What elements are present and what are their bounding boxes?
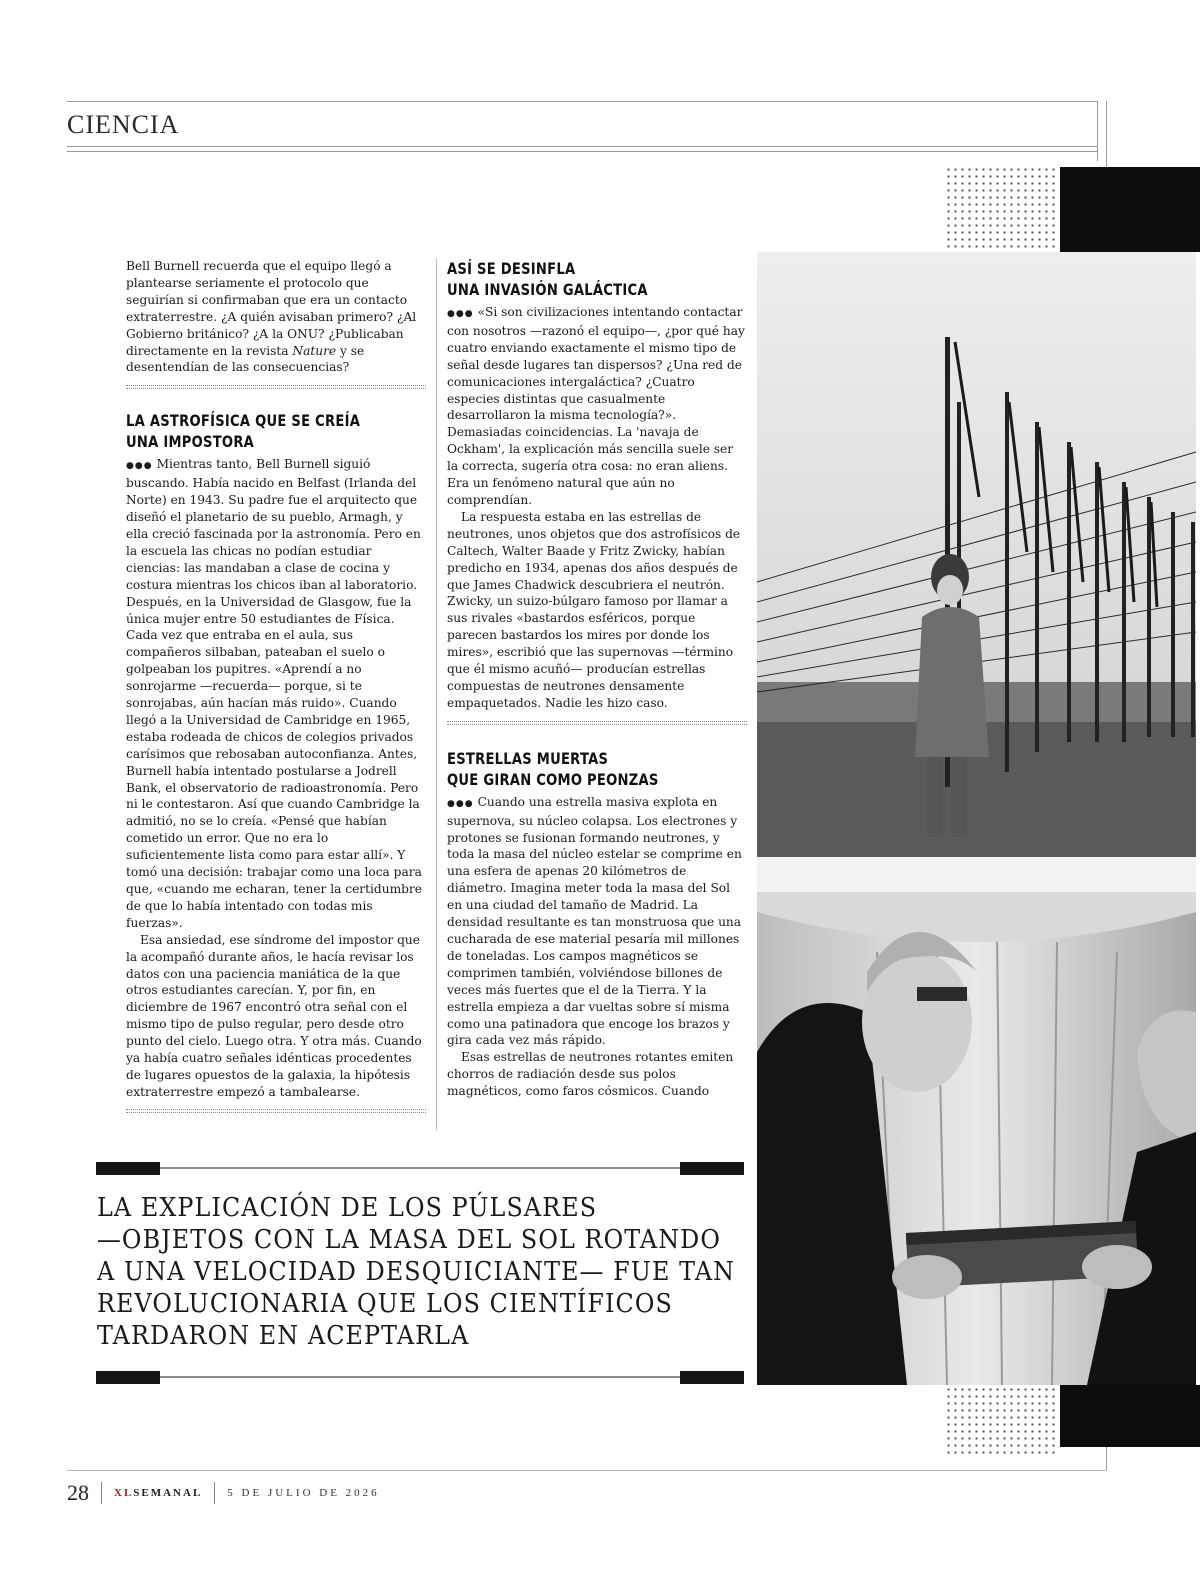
brand-semanal: SEMANAL [133, 1487, 203, 1499]
page-footer [67, 1480, 380, 1506]
section-title: CIENCIA [67, 110, 180, 139]
pullquote-rule-bottom [160, 1376, 680, 1378]
bullet-dots: ●●● [447, 309, 474, 319]
subhead-peonzas-line-2: QUE GIRAN COMO PEONZAS [447, 769, 659, 789]
black-block-top [1060, 167, 1200, 252]
paragraph-faros-cosmicos: Esas estrellas de neutrones rotantes emiten chorros de radiación desde sus polos magnéticos, como faros cósmicos. Cuando [447, 1050, 734, 1099]
pullquote-line-2: —OBJETOS CON LA MASA DEL SOL ROTANDO [97, 1224, 721, 1255]
pullquote-line-5: TARDARON EN ACEPTARLA [97, 1320, 470, 1351]
subhead-invasion-line-1: ASÍ SE DESINFLA [447, 259, 576, 278]
black-block-bottom [1060, 1385, 1200, 1447]
paragraph-neutrones: La respuesta estaba en las estrellas de neutrones, unos objetos que dos astrofísicos de Caltech, Walter Baade y Fritz Zwicky, habían predicho en 1934, apenas dos años después de que James Chadwick descubriera el neutrón. Zwicky, un suizo-búlgaro famoso por llamar a sus rivales «bastardos esféricos, porque parecen bastardos los mires por donde los mires», escribió que las supernovas —término que él mismo acuñó— producían estrellas compuestas de neutrones densamente empaquetados. Nadie les hizo caso. [447, 509, 741, 710]
nature-journal-name: Nature [292, 343, 337, 358]
footer-rule [67, 1470, 1107, 1471]
paragraph-bell-burnell-text: Mientras tanto, Bell Burnell siguió buscando. Había nacido en Belfast (Irlanda del Norte) en 1943. Su padre fue el arquitecto que diseñó el planetario de su pueblo, Armagh, y ella creció fascinada por la astronomía. Pero en la escuela las chicas no podían estudiar ciencias: las mandaban a clase de cocina y costura mientras los chicos iban al laboratorio. Después, en la Universidad de Glasgow, fue la única mujer entre 50 estudiantes de Física. Cada vez que entraba en el aula, sus compañeros silbaban, pateaban el suelo o golpeaban los pupitres. «Aprendí a no sonrojarme —recuerda— porque, si te sonrojabas, aún hacían más ruido». Cuando llegó a la Universidad de Cambridge en 1965, estaba rodeada de chicos de colegios privados carísimos que rebosaban autoconfianza. Antes, Burnell había intentado postularse a Jodrell Bank, el observatorio de radioastronomía. Pero ni le contestaron. Así que cuando Cambridge la admitió, no se lo creía. «Pensé que habían cometido un error. Que no era lo suficientemente lista como para estar allí». Y tomó una decisión: trabajar como una loca para que, «cuando me echaran, tener la certidumbre de que lo había intentado con todas mis fuerzas». [126, 457, 422, 930]
header-right-rule [1097, 101, 1098, 161]
header-bottom-rule-1 [67, 146, 1097, 147]
footer-divider [214, 1482, 215, 1504]
pullquote [97, 1192, 736, 1352]
intro-text-end: y se desentendían de las consecuencias? [126, 343, 365, 375]
header-bottom-rule-2 [67, 151, 1097, 152]
pullquote-bar-top-right [680, 1162, 744, 1175]
pullquote-bar-bottom-right [680, 1371, 744, 1384]
page-number: 28 [67, 1480, 89, 1505]
dot-pattern-bottom [945, 1386, 1055, 1454]
bullet-dots: ●●● [126, 461, 153, 472]
right-column [447, 258, 747, 1100]
column-separator-bottom [126, 1109, 426, 1113]
pullquote-line-1: LA EXPLICACIÓN DE LOS PÚLSARES [97, 1192, 598, 1223]
column-separator [126, 385, 426, 389]
pullquote-line-4: REVOLUCIONARIA QUE LOS CIENTÍFICOS [97, 1288, 673, 1319]
subhead-impostora-line-2: UNA IMPOSTORA [126, 432, 255, 452]
column-divider [436, 258, 437, 1130]
footer-divider [101, 1482, 102, 1504]
bullet-dots: ●●● [447, 798, 474, 809]
paragraph-civilizaciones-text: «Si son civilizaciones intentando contactar con nosotros —razonó el equipo—, ¿por qué hay cuatro enviando exactamente el mismo tipo de señal desde lugares tan dispersos? ¿Una red de comunicaciones intergaláctica? ¿Cuatro especies distintas que casualmente desarrollaron la misma tecnología?». Demasiadas coincidencias. La 'navaja de Ockham', la explicación más sencilla suele ser la correcta, sugería otra cosa: no eran aliens. Era un fenómeno natural que aún no comprendían. [447, 305, 745, 507]
magazine-brand [114, 1487, 202, 1499]
paragraph-bell-burnell [126, 456, 426, 931]
column-separator [447, 721, 747, 725]
header-top-rule [67, 101, 1097, 102]
paragraph-impostor: Esa ansiedad, ese síndrome del impostor que la acompañó durante años, le hacía revisar los datos con una paciencia maniática de la que otros estudiantes carecían. Y, por fin, en diciembre de 1967 encontró otra señal con el mismo tipo de pulso regular, pero desde otro punto del cielo. Luego otra. Y otra más. Cuando ya había cuatro señales idénticas procedentes de lugares opuestos de la galaxia, la hipótesis extraterrestre empezó a tambalearse. [126, 932, 422, 1099]
archival-photo [757, 252, 1196, 1385]
pullquote-rule-top [160, 1167, 680, 1169]
left-column [126, 258, 426, 1113]
brand-xl: XL [114, 1487, 134, 1499]
paragraph-supernova-text: Cuando una estrella masiva explota en supernova, su núcleo colapsa. Los electrones y protones se fusionan formando neutrones, y toda la masa del núcleo estelar se comprime en una esfera de apenas 20 kilómetros de diámetro. Imagina meter toda la masa del Sol en una ciudad del tamaño de Madrid. La densidad resultante es tan monstruosa que una cucharada de ese material pesaría mil millones de toneladas. Los campos magnéticos se comprimen también, volviéndose billones de veces más fuertes que el de la Tierra. Y la estrella empieza a dar vueltas sobre sí misma como una patinadora que encoge los brazos y gira cada vez más rápido. [447, 794, 742, 1048]
pullquote-line-3: A UNA VELOCIDAD DESQUICIANTE— FUE TAN [97, 1256, 736, 1287]
pullquote-bar-bottom-left [96, 1371, 160, 1384]
paragraph-supernova [447, 794, 747, 1050]
subhead-impostora-line-1: LA ASTROFÍSICA QUE SE CREÍA [126, 411, 361, 431]
pullquote-bar-top-left [96, 1162, 160, 1175]
intro-text: Bell Burnell recuerda que el equipo llegó a plantearse seriamente el protocolo que seguirían si confirmaban que era un contacto extraterrestre. ¿A quién avisaban primero? ¿Al Gobierno británico? ¿A la ONU? ¿Publicaban directamente en la revista [126, 259, 417, 358]
paragraph-civilizaciones [447, 304, 747, 509]
photo-illustration [757, 252, 1196, 1385]
dot-pattern-top [945, 166, 1055, 252]
intro-paragraph [126, 258, 426, 376]
issue-date: 5 DE JULIO DE 2026 [227, 1487, 380, 1499]
subhead-invasion-line-2: UNA INVASIÓN GALÁCTICA [447, 280, 648, 299]
subhead-peonzas-line-1: ESTRELLAS MUERTAS [447, 748, 609, 768]
